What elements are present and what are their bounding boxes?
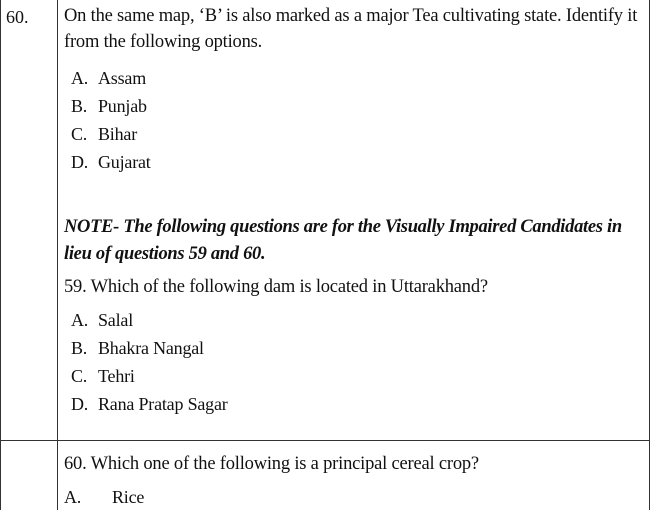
vi-option-c	[64, 362, 644, 390]
vi-question-text: 59. Which of the following dam is located in Uttarakhand?	[64, 277, 488, 297]
option-letter: A.	[64, 487, 82, 507]
option-text: Punjab	[98, 96, 147, 116]
option-a	[64, 64, 644, 92]
table-left-border	[0, 0, 1, 510]
option-letter: A.	[71, 310, 89, 330]
note-text: NOTE- The following questions are for the Visually Impaired Candidates in lieu of questions 59 and 60.	[64, 217, 622, 264]
option-letter: C.	[71, 366, 88, 386]
option-text: Gujarat	[98, 152, 151, 172]
options-list	[64, 64, 644, 176]
option-d	[64, 148, 644, 176]
option-text: Assam	[98, 68, 146, 88]
option-letter: C.	[71, 124, 88, 144]
option-letter: D.	[71, 394, 89, 414]
question-number: 60.	[6, 7, 29, 27]
option-text: Bihar	[98, 124, 137, 144]
vi-option-d	[64, 390, 644, 418]
question-cell-vi-60	[64, 451, 644, 510]
table-row-divider	[0, 440, 650, 441]
options-list	[64, 483, 644, 510]
option-letter: B.	[71, 96, 88, 116]
option-b	[64, 92, 644, 120]
option-letter: D.	[71, 152, 89, 172]
option-text: Rana Pratap Sagar	[98, 394, 228, 414]
option-text: Tehri	[98, 366, 135, 386]
vi-option-b	[64, 334, 644, 362]
option-text: Bhakra Nangal	[98, 338, 204, 358]
option-a	[64, 483, 644, 510]
vi-options-list	[64, 306, 644, 418]
option-letter: A.	[71, 68, 89, 88]
vi-option-a	[64, 306, 644, 334]
question-text: 60. Which one of the following is a principal cereal crop?	[64, 454, 479, 474]
option-text: Salal	[98, 310, 133, 330]
question-cell-60	[64, 3, 644, 418]
question-text: On the same map, ‘B’ is also marked as a major Tea cultivating state. Identify it from the following options.	[64, 6, 638, 52]
table-column-divider	[57, 0, 58, 510]
option-text: Rice	[112, 487, 145, 507]
option-c	[64, 120, 644, 148]
option-letter: B.	[71, 338, 88, 358]
